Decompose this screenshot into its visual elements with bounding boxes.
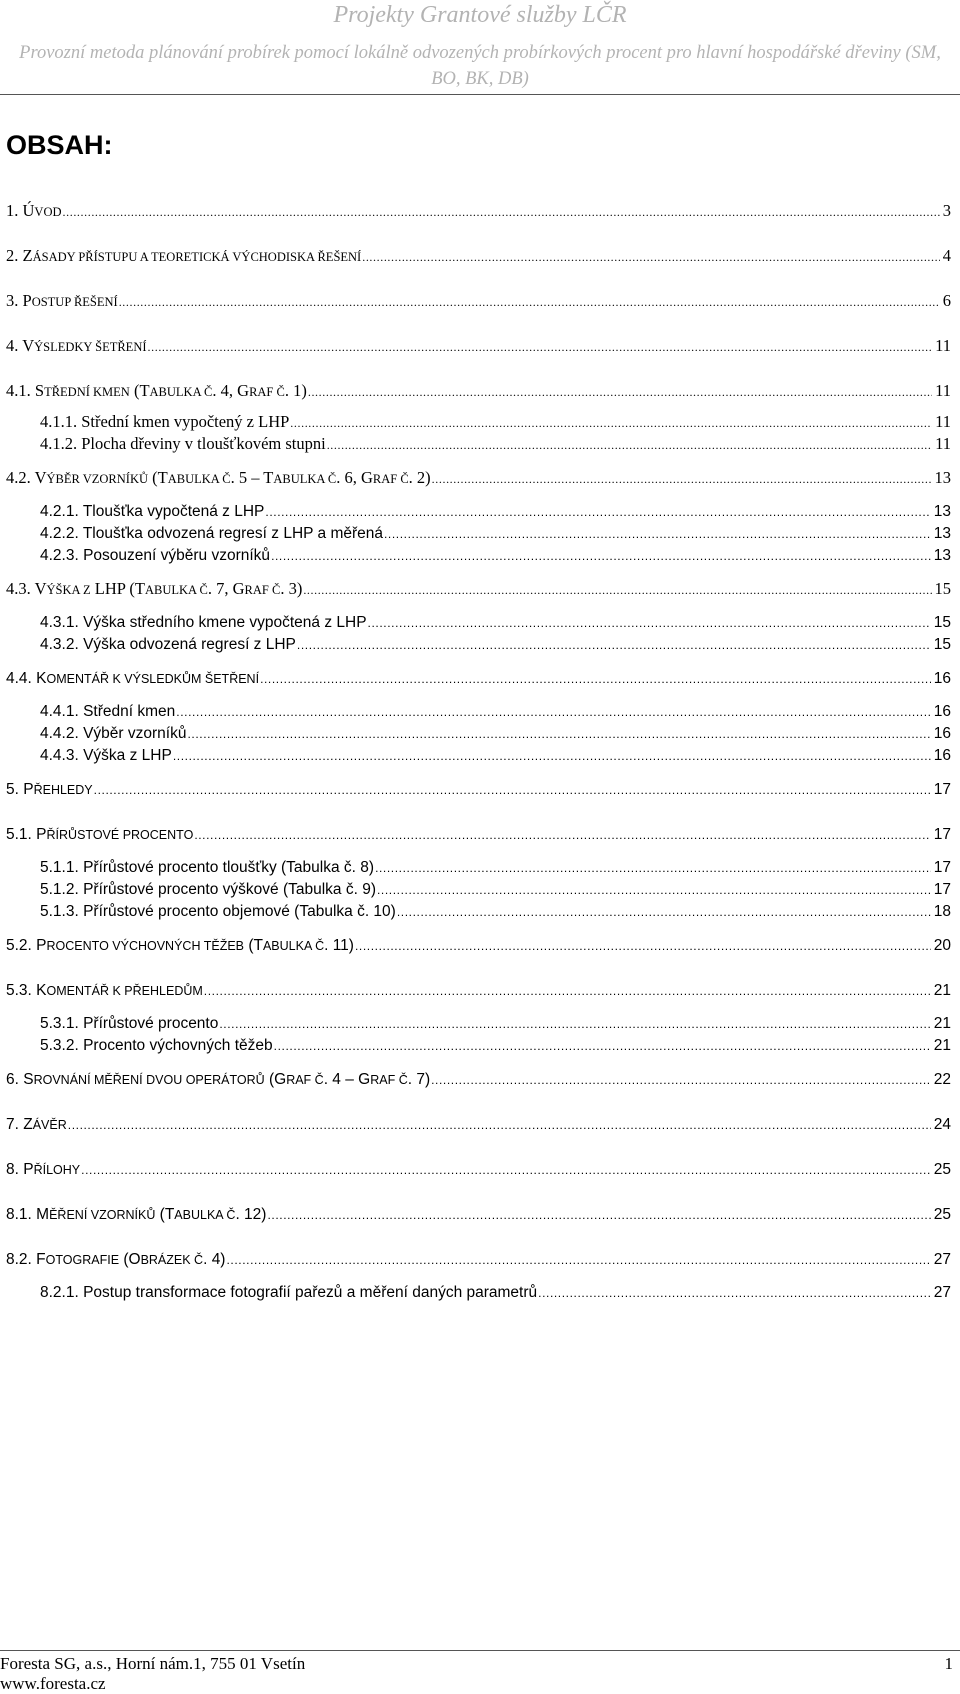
toc-entry-label: 5.1.3. Přírůstové procento objemové (Tabulka č. 10) xyxy=(40,903,396,920)
toc-entry-5-1-3[interactable] xyxy=(40,901,951,923)
dot-leader xyxy=(63,201,940,223)
toc-page-number: 25 xyxy=(933,1206,951,1223)
toc-page-number: 15 xyxy=(933,636,951,653)
toc-entry-label: 4. VÝSLEDKY ŠETŘENÍ xyxy=(6,336,147,355)
dot-leader xyxy=(176,701,930,723)
toc-entry-4-2-2[interactable] xyxy=(40,523,951,545)
dot-leader xyxy=(267,1204,930,1226)
dot-leader xyxy=(148,336,933,358)
dot-leader xyxy=(271,545,931,567)
toc-entry-4-4-1[interactable] xyxy=(40,701,951,723)
toc-entry-label: 5.1.2. Přírůstové procento výškové (Tabulka č. 9) xyxy=(40,881,376,898)
toc-entry-label: 4.1.2. Plocha dřeviny v tloušťkovém stupni xyxy=(40,434,326,453)
toc-entry-4-2-1[interactable] xyxy=(40,501,951,523)
toc-entry-label: 4.3.1. Výška středního kmene vypočtená z LHP xyxy=(40,614,367,631)
toc-entry-4-4-3[interactable] xyxy=(40,745,951,767)
toc-entry-4-1-2[interactable] xyxy=(40,433,951,455)
dot-leader xyxy=(308,381,932,403)
footer-info xyxy=(0,1654,305,1694)
dot-leader xyxy=(260,668,931,690)
toc-page-number: 16 xyxy=(933,703,951,720)
footer-page-number: 1 xyxy=(944,1654,953,1673)
toc-entry-label: 4.3. VÝŠKA Z LHP (TABULKA Č. 7, GRAF Č. 3) xyxy=(6,579,303,598)
toc-entry-4-1-1[interactable] xyxy=(40,411,951,433)
toc-entry-label: 6. SROVNÁNÍ MĚŘENÍ DVOU OPERÁTORŮ (GRAF Č. 4 – GRAF Č. 7) xyxy=(6,1071,431,1088)
toc-entry-4-3-2[interactable] xyxy=(40,634,951,656)
dot-leader xyxy=(204,980,931,1002)
toc-entry-label: 5.3.2. Procento výchovných těžeb xyxy=(40,1037,273,1054)
dot-leader xyxy=(119,291,940,313)
toc-page-number: 21 xyxy=(933,1015,951,1032)
toc-page-number: 11 xyxy=(935,336,951,355)
toc-page-number: 21 xyxy=(933,1037,951,1054)
toc-entry-label: 1. ÚVOD xyxy=(6,201,62,220)
toc-page-number: 17 xyxy=(933,826,951,843)
toc-page-number: 24 xyxy=(933,1116,951,1133)
toc-page-number: 17 xyxy=(933,881,951,898)
toc-page-number: 17 xyxy=(933,859,951,876)
toc-page-number: 22 xyxy=(933,1071,951,1088)
toc-entry-4-3-1[interactable] xyxy=(40,612,951,634)
toc-page-number: 13 xyxy=(933,503,951,520)
dot-leader xyxy=(194,824,930,846)
header-subtitle: Provozní metoda plánování probírek pomocí lokálně odvozených probírkových procent pro hlavní hospodářské dřeviny (SM, BO, BK, DB) xyxy=(19,43,941,89)
toc-entry-label: 4.3.2. Výška odvozená regresí z LHP xyxy=(40,636,296,653)
dot-leader xyxy=(431,1069,931,1091)
toc-entry-8-1[interactable] xyxy=(6,1204,951,1226)
dot-leader xyxy=(368,612,931,634)
toc-page-number: 13 xyxy=(934,468,951,487)
toc-entry-label: 4.1. STŘEDNÍ KMEN (TABULKA Č. 4, GRAF Č. 1) xyxy=(6,381,307,400)
toc-entry-label: 5. PŘEHLEDY xyxy=(6,781,93,798)
dot-leader xyxy=(290,412,932,434)
toc-entry-label: 4.4.3. Výška z LHP xyxy=(40,747,172,764)
toc-entry-label: 4.4. KOMENTÁŘ K VÝSLEDKŮM ŠETŘENÍ xyxy=(6,670,260,687)
toc-entry-label: 8.2.1. Postup transformace fotografií pařezů a měření daných parametrů xyxy=(40,1284,538,1301)
dot-leader xyxy=(94,779,931,801)
toc-page-number: 13 xyxy=(933,525,951,542)
footer-address: Foresta SG, a.s., Horní nám.1, 755 01 Vsetín xyxy=(0,1654,306,1673)
toc-page-number: 11 xyxy=(935,434,951,453)
dot-leader xyxy=(303,579,931,601)
dot-leader xyxy=(432,468,932,490)
dot-leader xyxy=(297,634,931,656)
toc-entry-label: 5.2. PROCENTO VÝCHOVNÝCH TĚŽEB (TABULKA Č. 11) xyxy=(6,937,354,954)
toc-entry-label: 5.3. KOMENTÁŘ K PŘEHLEDŮM xyxy=(6,982,203,999)
toc-entry-label: 4.2.1. Tloušťka vypočtená z LHP xyxy=(40,503,265,520)
toc-entry-5-1-1[interactable] xyxy=(40,857,951,879)
toc-page-number: 3 xyxy=(942,201,951,220)
toc-entry-5[interactable] xyxy=(6,779,951,801)
toc-entry-8-2-1[interactable] xyxy=(40,1282,951,1304)
toc-entry-1[interactable] xyxy=(6,200,951,222)
dot-leader xyxy=(274,1035,931,1057)
dot-leader xyxy=(375,857,931,879)
dot-leader xyxy=(538,1282,931,1304)
toc-page-number: 15 xyxy=(933,614,951,631)
toc-entry-5-2[interactable] xyxy=(6,935,951,957)
toc-page-number: 11 xyxy=(935,381,951,400)
toc-entry-3[interactable] xyxy=(6,290,951,312)
toc-entry-4-4-2[interactable] xyxy=(40,723,951,745)
toc-entry-4-4[interactable] xyxy=(6,668,951,690)
dot-leader xyxy=(384,523,931,545)
dot-leader xyxy=(187,723,930,745)
toc-entry-4-2-3[interactable] xyxy=(40,545,951,567)
toc-entry-4-3[interactable] xyxy=(6,578,951,600)
toc-entry-5-1[interactable] xyxy=(6,824,951,846)
toc-page-number: 13 xyxy=(933,547,951,564)
toc-entry-label: 4.4.2. Výběr vzorníků xyxy=(40,725,187,742)
toc-entry-label: 5.1.1. Přírůstové procento tloušťky (Tabulka č. 8) xyxy=(40,859,375,876)
toc-page-number: 15 xyxy=(934,579,951,598)
toc-page-number: 6 xyxy=(942,291,951,310)
toc-page-number: 16 xyxy=(933,747,951,764)
toc-entry-label: 8. PŘÍLOHY xyxy=(6,1161,81,1178)
footer-website[interactable]: www.foresta.cz xyxy=(0,1674,106,1693)
toc-page-number: 27 xyxy=(933,1251,951,1268)
toc-entry-8[interactable] xyxy=(6,1159,951,1181)
toc-page-number: 18 xyxy=(933,903,951,920)
toc-entry-5-3[interactable] xyxy=(6,980,951,1002)
toc-entry-label: 4.2.3. Posouzení výběru vzorníků xyxy=(40,547,271,564)
header-title: Projekty Grantové služby LČR xyxy=(333,2,627,28)
dot-leader xyxy=(397,901,931,923)
dot-leader xyxy=(377,879,931,901)
toc-page-number: 4 xyxy=(942,246,951,265)
dot-leader xyxy=(226,1249,930,1271)
toc-page-number: 16 xyxy=(933,725,951,742)
toc-entry-4[interactable] xyxy=(6,335,951,357)
toc-entry-4-1[interactable] xyxy=(6,380,951,402)
toc-entry-5-3-2[interactable] xyxy=(40,1035,951,1057)
toc-entry-8-2[interactable] xyxy=(6,1249,951,1271)
dot-leader xyxy=(173,745,931,767)
toc-entry-label: 4.2.2. Tloušťka odvozená regresí z LHP a měřená xyxy=(40,525,383,542)
toc-entry-label: 8.2. FOTOGRAFIE (OBRÁZEK Č. 4) xyxy=(6,1251,226,1268)
dot-leader xyxy=(362,246,940,268)
dot-leader xyxy=(219,1013,930,1035)
toc-page-number: 20 xyxy=(933,937,951,954)
toc-entry-label: 3. POSTUP ŘEŠENÍ xyxy=(6,291,118,310)
dot-leader xyxy=(265,501,930,523)
toc-entry-label: 7. ZÁVĚR xyxy=(6,1116,67,1133)
toc-entry-label: 5.3.1. Přírůstové procento xyxy=(40,1015,219,1032)
toc-entry-6[interactable] xyxy=(6,1069,951,1091)
toc-entry-label: 4.1.1. Střední kmen vypočtený z LHP xyxy=(40,412,290,431)
toc-entry-label: 4.4.1. Střední kmen xyxy=(40,703,176,720)
toc-entry-4-2[interactable] xyxy=(6,467,951,489)
toc-entry-5-3-1[interactable] xyxy=(40,1013,951,1035)
toc-heading: OBSAH: xyxy=(6,130,113,160)
toc-page-number: 27 xyxy=(933,1284,951,1301)
toc-page-number: 21 xyxy=(933,982,951,999)
footer-divider xyxy=(0,1650,960,1651)
toc-entry-5-1-2[interactable] xyxy=(40,879,951,901)
toc-entry-label: 4.2. VÝBĚR VZORNÍKŮ (TABULKA Č. 5 – TABULKA Č. 6, GRAF Č. 2) xyxy=(6,468,431,487)
header-divider xyxy=(0,94,960,95)
dot-leader xyxy=(68,1114,931,1136)
dot-leader xyxy=(327,434,932,456)
toc-entry-label: 5.1. PŘÍRŮSTOVÉ PROCENTO xyxy=(6,826,194,843)
toc-entry-2[interactable] xyxy=(6,245,951,267)
toc-page-number: 17 xyxy=(933,781,951,798)
toc-page-number: 11 xyxy=(935,412,951,431)
toc-entry-7[interactable] xyxy=(6,1114,951,1136)
toc-entry-label: 2. ZÁSADY PŘÍSTUPU A TEORETICKÁ VÝCHODISKA ŘEŠENÍ xyxy=(6,246,362,265)
toc-page-number: 25 xyxy=(933,1161,951,1178)
dot-leader xyxy=(355,935,931,957)
dot-leader xyxy=(81,1159,931,1181)
toc-page-number: 16 xyxy=(933,670,951,687)
toc-entry-label: 8.1. MĚŘENÍ VZORNÍKŮ (TABULKA Č. 12) xyxy=(6,1206,267,1223)
